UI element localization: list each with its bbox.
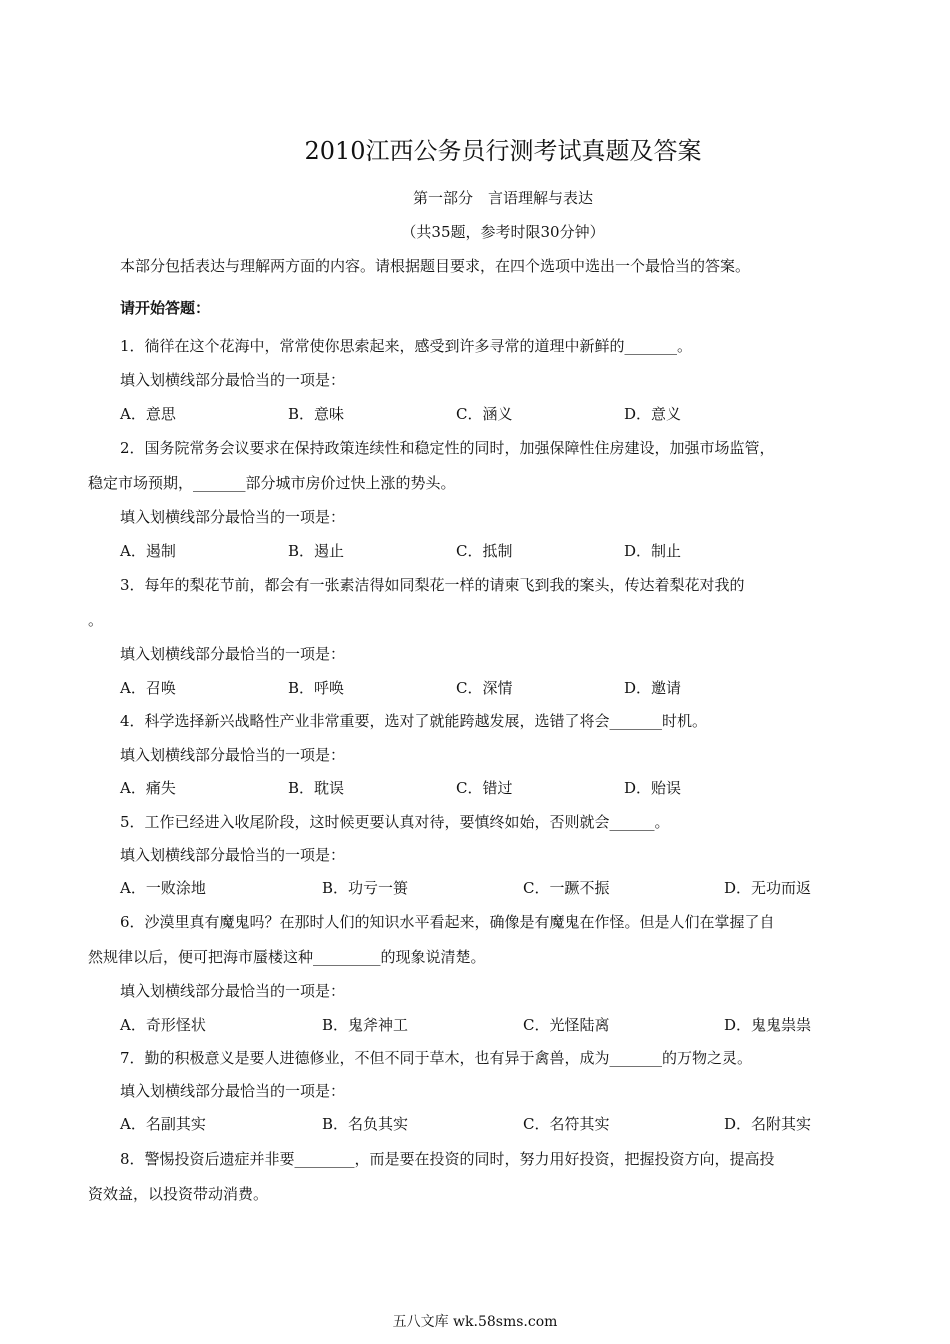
question-4-option-a: A．痛失 xyxy=(120,779,176,797)
question-2-option-b: B．遏止 xyxy=(288,542,345,560)
question-6-option-a: A．奇形怪状 xyxy=(120,1016,206,1034)
question-4-prompt: 填入划横线部分最恰当的一项是： xyxy=(120,746,346,764)
question-1-option-a: A．意思 xyxy=(120,405,176,423)
question-1-option-b: B．意味 xyxy=(288,405,345,423)
question-5-option-c: C．一蹶不振 xyxy=(523,879,610,897)
question-4-text: 4．科学选择新兴战略性产业非常重要，选对了就能跨越发展，选错了将会_______时机。 xyxy=(120,712,708,730)
question-1-text: 1．徜徉在这个花海中，常常使你思索起来，感受到许多寻常的道理中新鲜的_______。 xyxy=(120,337,693,355)
section-intro: 本部分包括表达与理解两方面的内容。请根据题目要求，在四个选项中选出一个最恰当的答案。 xyxy=(120,257,751,275)
question-8-text-line-1: 8．警惕投资后遗症并非要________，而是要在投资的同时，努力用好投资，把握投资方向，提高投 xyxy=(120,1150,775,1168)
question-5-option-a: A．一败涂地 xyxy=(120,879,206,897)
question-5-option-d: D．无功而返 xyxy=(724,879,812,897)
question-5-option-b: B．功亏一篑 xyxy=(322,879,409,897)
question-7-prompt: 填入划横线部分最恰当的一项是： xyxy=(120,1082,346,1100)
question-7-option-d: D．名附其实 xyxy=(724,1115,812,1133)
question-7-text: 7．勤的积极意义是要人进德修业，不但不同于草木，也有异于禽兽，成为_______的万物之灵。 xyxy=(120,1049,753,1067)
question-2-text-line-2: 稳定市场预期，_______部分城市房价过快上涨的势头。 xyxy=(88,474,456,492)
start-prompt: 请开始答题： xyxy=(120,299,211,317)
question-4-option-d: D．贻误 xyxy=(624,779,682,797)
question-6-text-line-1: 6．沙漠里真有魔鬼吗？在那时人们的知识水平看起来，确像是有魔鬼在作怪。但是人们在掌握了自 xyxy=(120,913,775,931)
question-2-text-line-1: 2．国务院常务会议要求在保持政策连续性和稳定性的同时，加强保障性住房建设，加强市场监管， xyxy=(120,439,775,457)
question-8-text-line-2: 资效益，以投资带动消费。 xyxy=(88,1185,269,1203)
question-2-option-a: A．遏制 xyxy=(120,542,176,560)
question-3-option-d: D．邀请 xyxy=(624,679,682,697)
section-subheading: （共35题，参考时限30分钟） xyxy=(401,223,605,241)
question-6-option-d: D．鬼鬼祟祟 xyxy=(724,1016,812,1034)
question-3-text-line-2: 。 xyxy=(88,611,104,629)
question-4-option-b: B．耽误 xyxy=(288,779,345,797)
section-heading: 第一部分 言语理解与表达 xyxy=(412,189,593,207)
question-6-option-c: C．光怪陆离 xyxy=(523,1016,610,1034)
question-7-option-c: C．名符其实 xyxy=(523,1115,610,1133)
question-6-option-b: B．鬼斧神工 xyxy=(322,1016,409,1034)
question-6-prompt: 填入划横线部分最恰当的一项是： xyxy=(120,982,346,1000)
question-7-option-b: B．名负其实 xyxy=(322,1115,409,1133)
question-4-option-c: C．错过 xyxy=(456,779,513,797)
question-3-option-a: A．召唤 xyxy=(120,679,176,697)
question-3-prompt: 填入划横线部分最恰当的一项是： xyxy=(120,645,346,663)
question-2-option-c: C．抵制 xyxy=(456,542,513,560)
question-7-option-a: A．名副其实 xyxy=(120,1115,206,1133)
question-1-option-c: C．涵义 xyxy=(456,405,513,423)
question-1-option-d: D．意义 xyxy=(624,405,682,423)
question-3-option-b: B．呼唤 xyxy=(288,679,345,697)
question-3-text-line-1: 3．每年的梨花节前，都会有一张素洁得如同梨花一样的请柬飞到我的案头，传达着梨花对我的 xyxy=(120,576,745,594)
question-3-option-c: C．深情 xyxy=(456,679,513,697)
question-6-text-line-2: 然规律以后，便可把海市蜃楼这种_________的现象说清楚。 xyxy=(88,948,486,966)
question-2-option-d: D．制止 xyxy=(624,542,682,560)
question-5-text: 5．工作已经进入收尾阶段，这时候更要认真对待，要慎终如始，否则就会______。 xyxy=(120,813,670,831)
document-title: 2010江西公务员行测考试真题及答案 xyxy=(304,137,702,165)
question-5-prompt: 填入划横线部分最恰当的一项是： xyxy=(120,846,346,864)
question-2-prompt: 填入划横线部分最恰当的一项是： xyxy=(120,508,346,526)
question-1-prompt: 填入划横线部分最恰当的一项是： xyxy=(120,371,346,389)
footer-watermark: 五八文库 wk.58sms.com xyxy=(392,1314,558,1330)
